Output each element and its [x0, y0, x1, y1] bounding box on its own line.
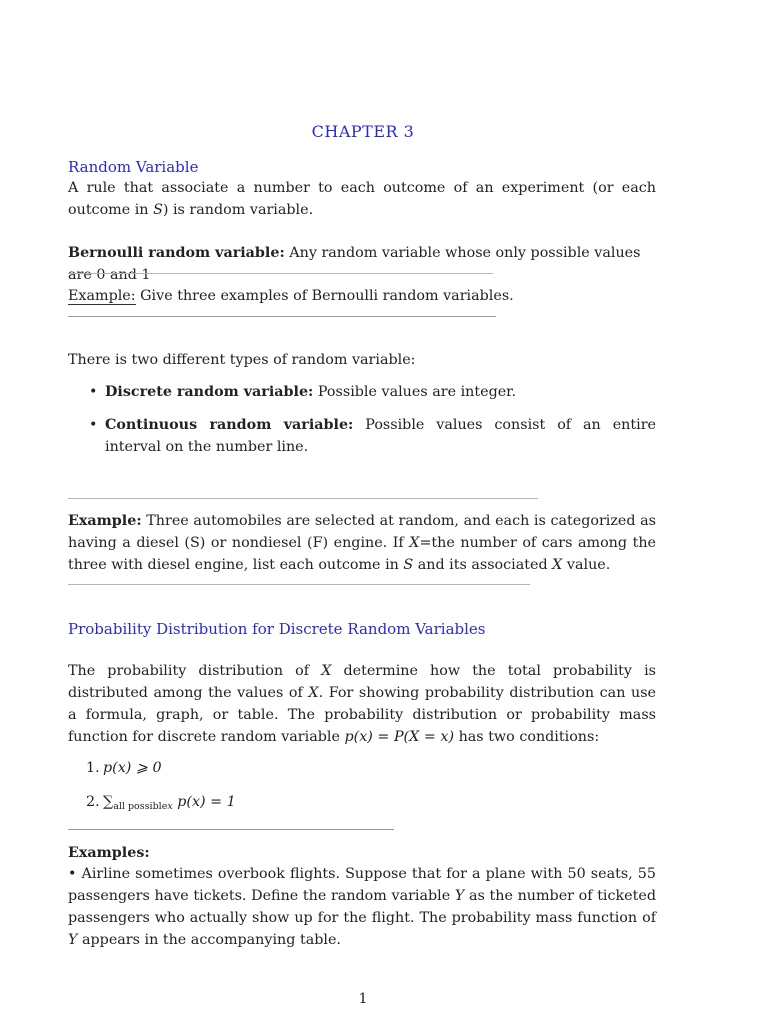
bernoulli-term: Bernoulli random variable:	[68, 245, 285, 261]
page-number: 1	[358, 991, 368, 1007]
example-bernoulli: Example: Give three examples of Bernoulli random variables.	[68, 288, 514, 304]
conditions-list	[68, 757, 656, 818]
divider	[68, 829, 394, 830]
list-item: • Discrete random variable: Possible values are integer.	[68, 381, 656, 403]
probability-distribution-paragraph: The probability distribution of X determine how the total probability is distributed among the values of X. For showing probability distribution can use a formula, graph, or table. The probability distribution or probability mass function for discrete random variable p(x) = P(X = x) has two conditions:	[68, 663, 656, 745]
section-heading-probability-distribution: Probability Distribution for Discrete Random Variables	[68, 620, 486, 638]
list-item: • Continuous random variable: Possible values consist of an entire interval on the number line.	[68, 414, 656, 458]
section-heading-random-variable: Random Variable	[68, 158, 199, 176]
divider	[68, 584, 530, 585]
list-item: 1. p(x) ⩾ 0	[86, 760, 162, 776]
document-page	[68, 0, 658, 1024]
chapter-title: CHAPTER 3	[311, 122, 415, 141]
example-label: Example:	[68, 288, 136, 304]
divider	[68, 273, 493, 274]
examples-heading: Examples:	[68, 845, 150, 861]
example-automobiles: Example: Three automobiles are selected at random, and each is categorized as having a diesel (S) or nondiesel (F) engine. If X=the number of cars among the three with diesel engine, list each outcome in S and its associated X value.	[68, 513, 657, 573]
types-list	[68, 381, 656, 458]
divider	[68, 498, 538, 499]
example-airline: • Airline sometimes overbook flights. Suppose that for a plane with 50 seats, 55 passengers have tickets. Define the random variable Y as the number of ticketed passengers who actually show up for the flight. The probability mass function of Y appears in the accompanying table.	[68, 866, 657, 948]
list-item: 2. $\sum_{all possiblex}$ p(x) = 1	[86, 794, 236, 812]
bernoulli-definition: Bernoulli random variable: Any random variable whose only possible values are 0 and 1	[68, 245, 641, 283]
divider	[68, 316, 496, 317]
random-variable-definition: A rule that associate a number to each outcome of an experiment (or each outcome in S) is random variable.	[68, 180, 656, 218]
types-intro: There is two different types of random variable:	[68, 352, 416, 368]
